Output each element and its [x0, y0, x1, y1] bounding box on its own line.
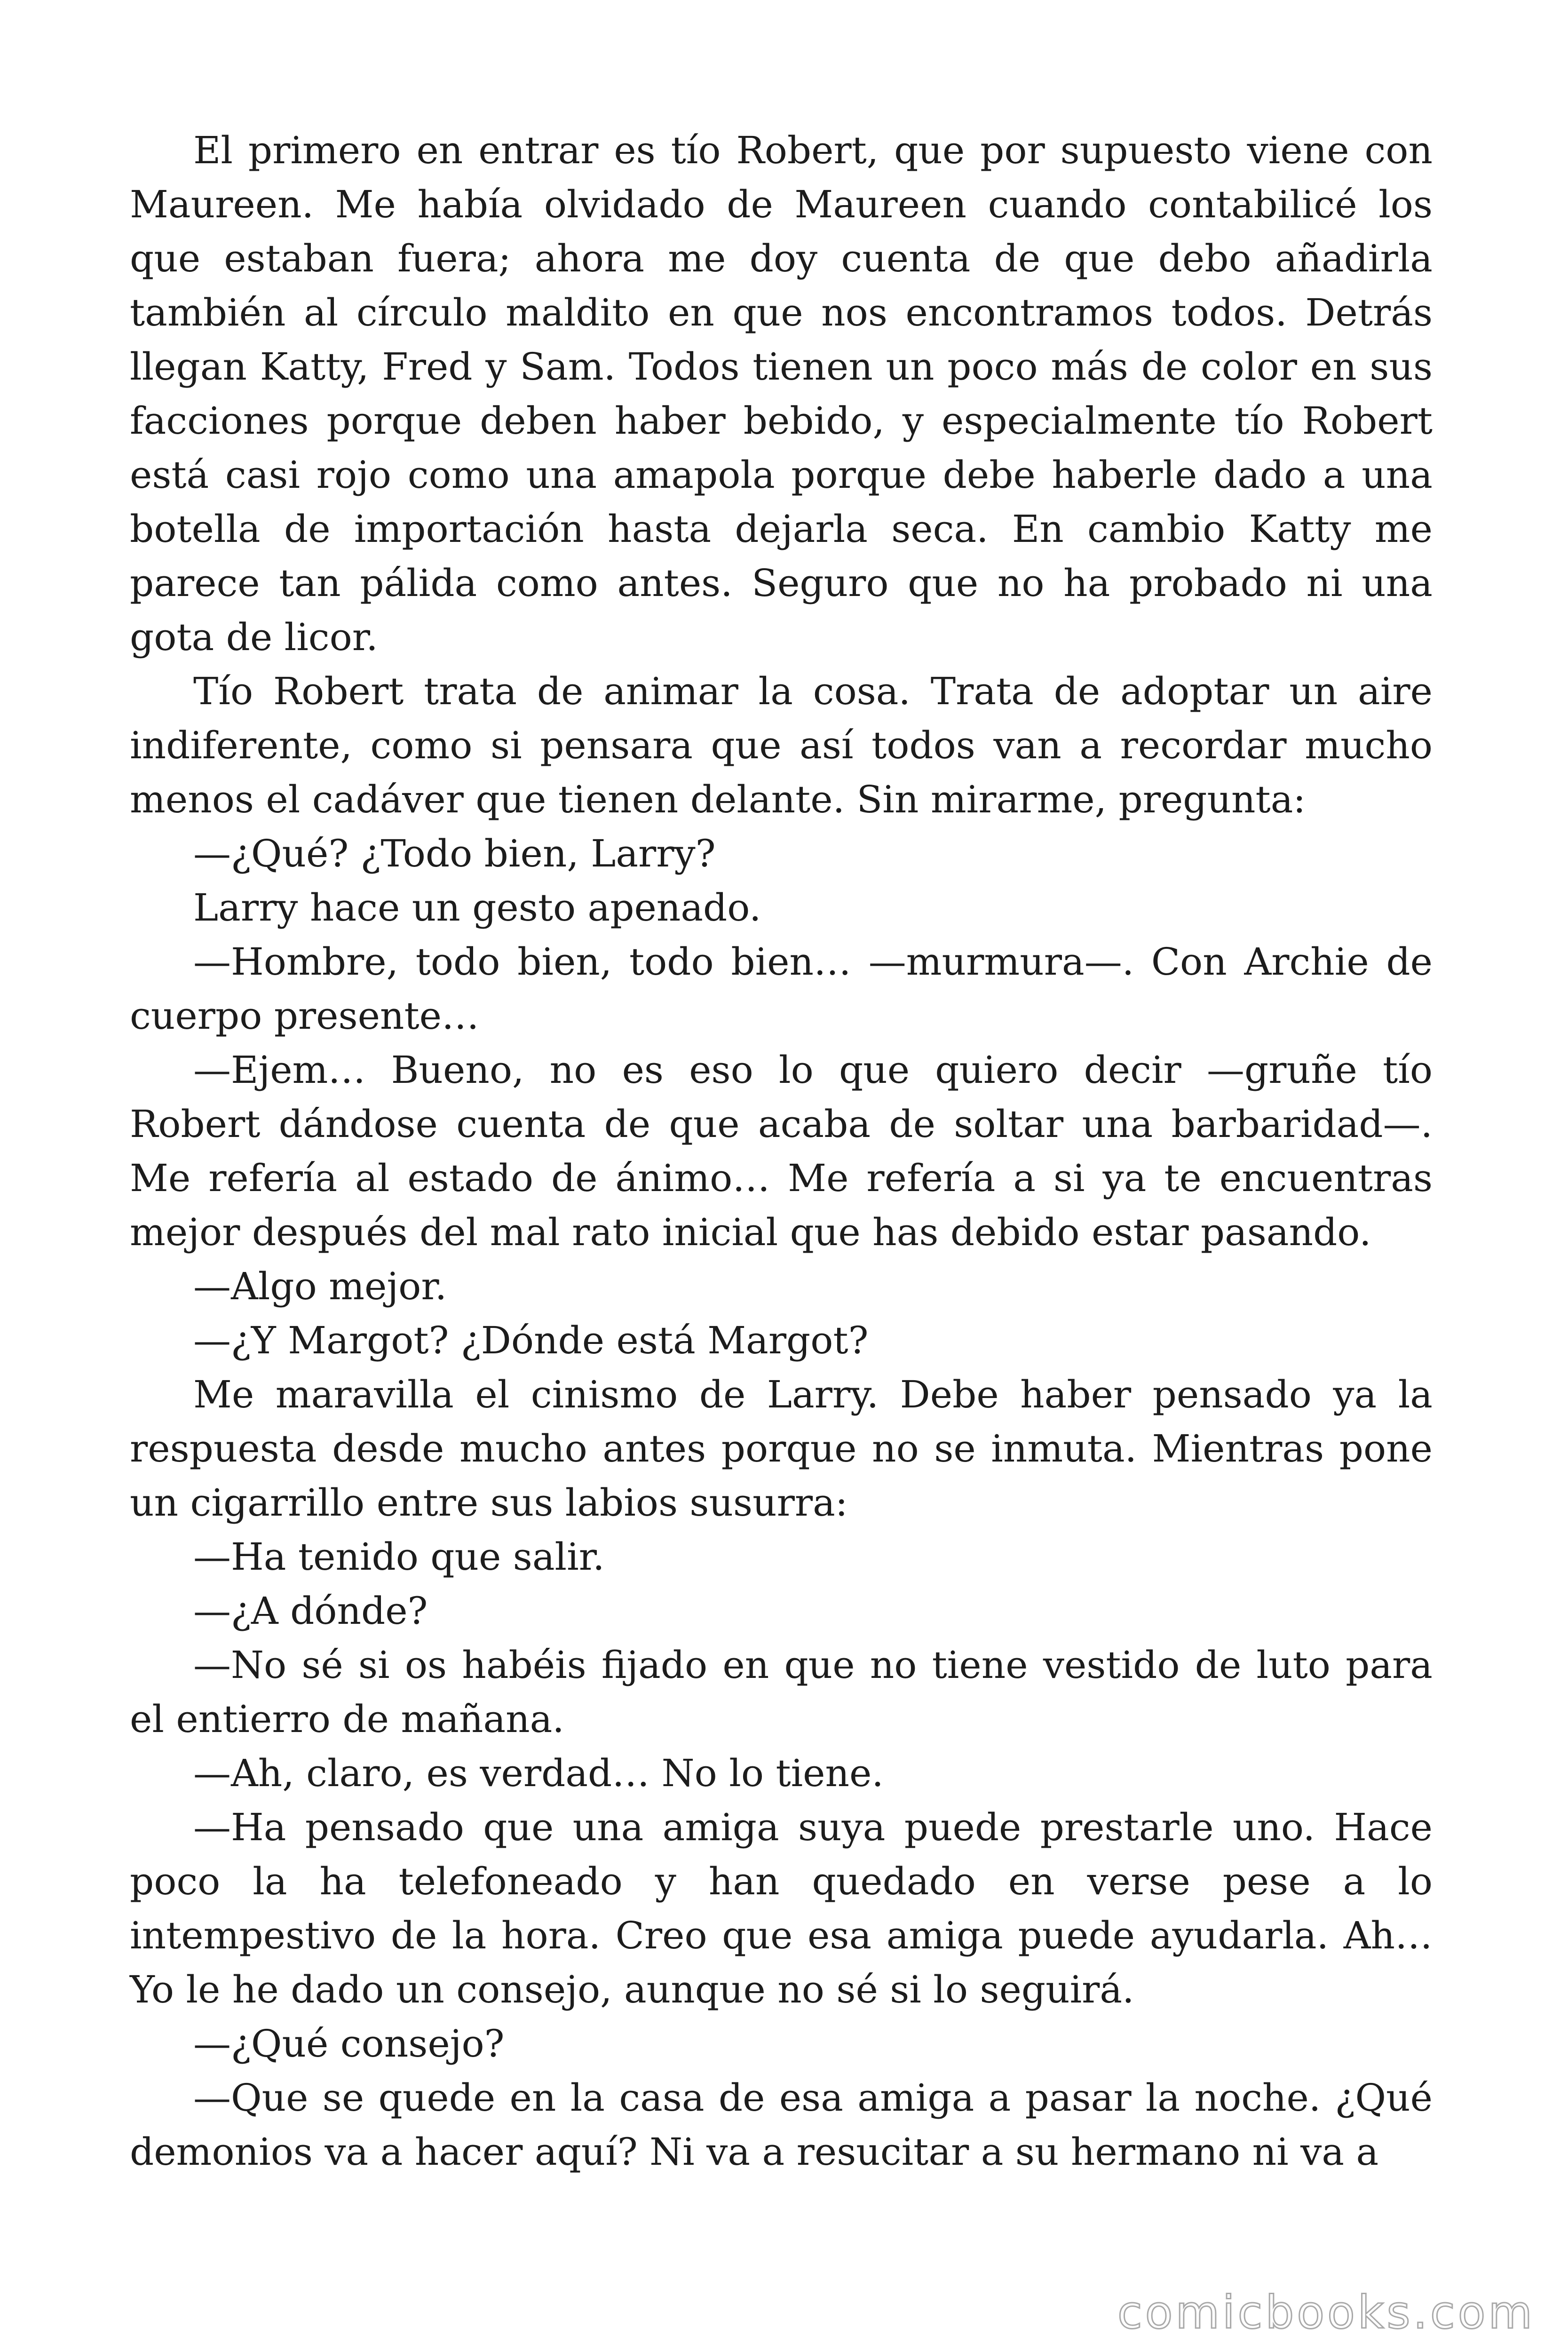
paragraph: —Que se quede en la casa de esa amiga a pasar la noche. ¿Qué demonios va a hacer aquí? Ni va a resucitar a su hermano ni va a — [130, 2076, 1433, 2174]
paragraph: —Algo mejor. — [193, 1264, 447, 1308]
paragraph: —No sé si os habéis fijado en que no tiene vestido de luto para el entierro de mañana. — [130, 1643, 1433, 1741]
body-text — [130, 123, 1433, 2179]
paragraph: Tío Robert trata de animar la cosa. Trata de adoptar un aire indiferente, como si pensara que así todos van a recordar mucho menos el cadáver que tienen delante. Sin mirarme, pregunta: — [130, 669, 1433, 821]
paragraph: —Ha tenido que salir. — [193, 1535, 605, 1579]
paragraph: —¿Qué? ¿Todo bien, Larry? — [193, 832, 716, 875]
paragraph: Larry hace un gesto apenado. — [193, 886, 761, 930]
paragraph: —Ah, claro, es verdad… No lo tiene. — [193, 1751, 884, 1795]
paragraph: —¿Qué consejo? — [193, 2022, 505, 2066]
paragraph: —Ejem… Bueno, no es eso lo que quiero decir —gruñe tío Robert dándose cuenta de que acaba de soltar una barbaridad—. Me refería al estado de ánimo… Me refería a si ya te encuentras mejor después del mal rato inicial que has debido estar pasando. — [130, 1048, 1433, 1254]
paragraph: —Ha pensado que una amiga suya puede prestarle uno. Hace poco la ha telefoneado y han quedado en verse pese a lo intempestivo de la hora. Creo que esa amiga puede ayudarla. Ah… Yo le he dado un consejo, aunque no sé si lo seguirá. — [130, 1805, 1433, 2011]
paragraph: —¿A dónde? — [193, 1589, 428, 1633]
paragraph: —Hombre, todo bien, todo bien… —murmura—. Con Archie de cuerpo presente… — [130, 940, 1433, 1038]
paragraph: —¿Y Margot? ¿Dónde está Margot? — [193, 1319, 869, 1362]
paragraph: Me maravilla el cinismo de Larry. Debe haber pensado ya la respuesta desde mucho antes porque no se inmuta. Mientras pone un cigarrillo entre sus labios susurra: — [130, 1373, 1433, 1525]
watermark: comicbooks.com — [1117, 2286, 1535, 2339]
paragraph: El primero en entrar es tío Robert, que por supuesto viene con Maureen. Me había olvidado de Maureen cuando contabilicé los que estaban fuera; ahora me doy cuenta de que debo añadirla también al círculo maldito en que nos encontramos todos. Detrás llegan Katty, Fred y Sam. Todos tienen un poco más de color en sus facciones porque deben haber bebido, y especialmente tío Robert está casi rojo como una amapola porque debe haberle dado a una botella de importación hasta dejarla seca. En cambio Katty me parece tan pálida como antes. Seguro que no ha probado ni una gota de licor. — [130, 128, 1433, 659]
